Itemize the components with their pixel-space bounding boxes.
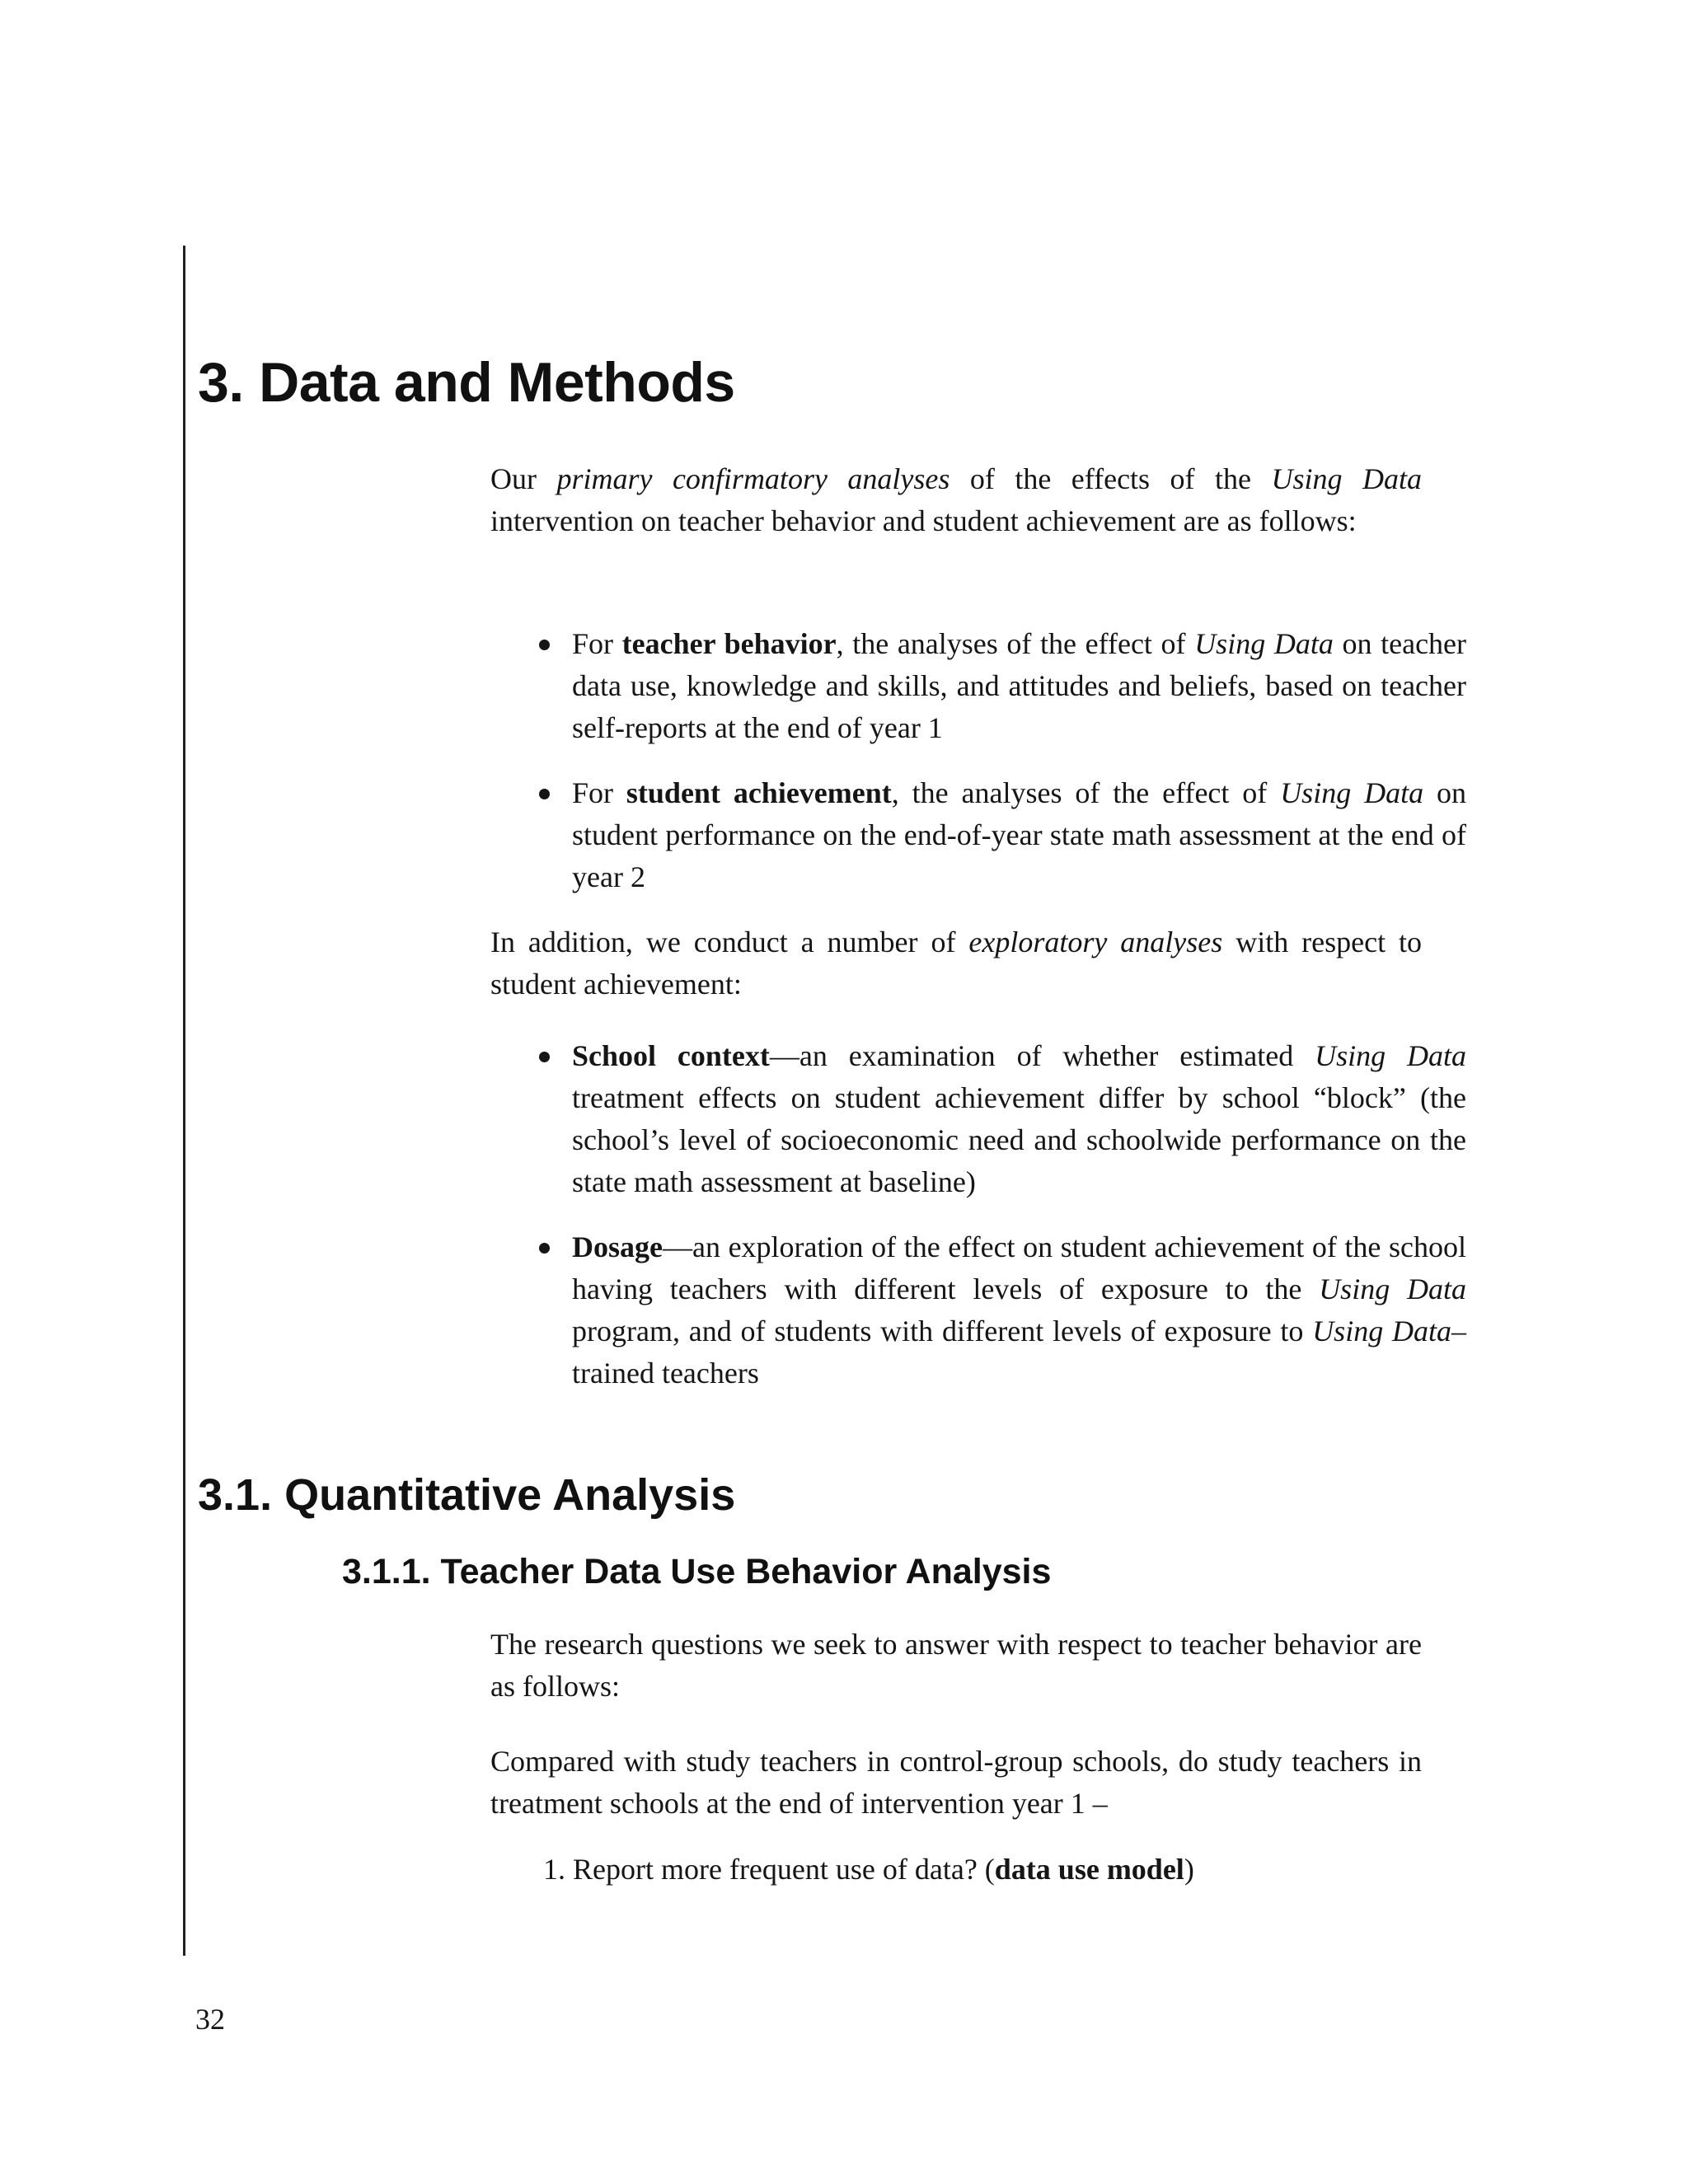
italic-term: Using Data (1315, 1039, 1467, 1072)
primary-analyses-list (528, 623, 1466, 921)
bold-term: teacher behavior (621, 627, 837, 660)
intro-italic-primary: primary confirmatory analyses (556, 462, 950, 495)
chapter-title: 3. Data and Methods (198, 351, 735, 414)
italic-term: Using Data (1312, 1315, 1452, 1347)
italic-term: Using Data (1280, 776, 1424, 809)
exploratory-analyses-list (528, 1035, 1466, 1418)
italic-term: Using Data (1319, 1272, 1466, 1305)
section-title: 3.1. Quantitative Analysis (198, 1470, 736, 1520)
bold-term: Dosage (572, 1230, 663, 1263)
bold-term: data use model (994, 1853, 1184, 1886)
research-questions-list (536, 1849, 1194, 1891)
list-item: For student achievement, the analyses of the effect of Using Data on student performance on the end-of-year state math assessment at the end of year 2 (572, 772, 1466, 898)
intro-text-5: intervention on teacher behavior and student achievement are as follows: (490, 504, 1357, 537)
italic-term: Using Data (1194, 627, 1334, 660)
subsection-title: 3.1.1. Teacher Data Use Behavior Analysis (342, 1552, 1052, 1591)
research-intro-paragraph: The research questions we seek to answer with respect to teacher behavior are as follows: (490, 1628, 1422, 1703)
intro-paragraph (490, 458, 1422, 542)
list-item: School context—an examination of whether estimated Using Data treatment effects on student achievement differ by school “block” (the school’s level of socioeconomic need and schoolwide performance on the state math assessment at baseline) (572, 1035, 1466, 1203)
exploratory-paragraph: In addition, we conduct a number of exploratory analyses with respect to student achievement: (490, 926, 1423, 1001)
exploratory-paragraph-block (490, 921, 1422, 1005)
intro-italic-using-data: Using Data (1271, 462, 1422, 495)
intro-text-1: Our (490, 462, 557, 495)
list-item: For teacher behavior, the analyses of the effect of Using Data on teacher data use, knowledge and skills, and attitudes and beliefs, based on teacher self-reports at the end of year 1 (572, 623, 1466, 749)
research-intro-block (490, 1624, 1422, 1708)
list-item: 1. Report more frequent use of data? (data use model) (573, 1849, 1194, 1891)
bold-term: School context (572, 1039, 770, 1072)
page-number: 32 (195, 2003, 225, 2036)
margin-rule (183, 246, 185, 1956)
list-item: Dosage—an exploration of the effect on student achievement of the school having teachers with different levels of exposure to the Using Data program, and of students with different levels of exposure to Using Data–trained teachers (572, 1226, 1466, 1394)
intro-text-3: of the effects of the (950, 462, 1272, 495)
italic-term: exploratory analyses (968, 926, 1223, 958)
bold-term: student achievement (626, 776, 892, 809)
compared-paragraph: Compared with study teachers in control-group schools, do study teachers in treatment schools at the end of intervention year 1 – (490, 1745, 1422, 1820)
intro-paragraph-block (490, 458, 1422, 542)
compared-block (490, 1741, 1422, 1825)
